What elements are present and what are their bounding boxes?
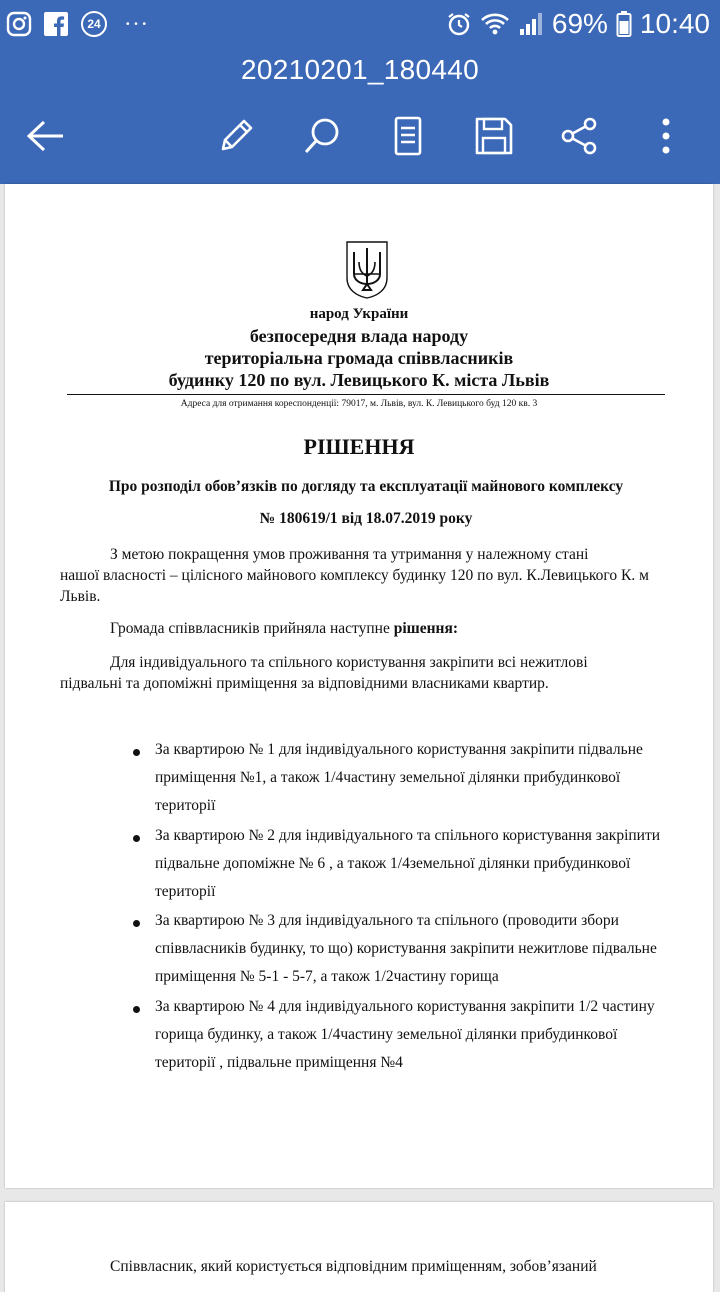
- notification-count-badge: [80, 10, 108, 38]
- save-icon: [474, 116, 514, 156]
- correspondence-address: Адреса для отримання кореспонденції: 79017, м. Львів, вул. К. Левицького буд 120 кв. 3: [180, 399, 538, 409]
- signal-icon: [518, 11, 544, 37]
- more-options-button[interactable]: [640, 110, 692, 162]
- search-button[interactable]: [296, 110, 348, 162]
- header-line-3: територіальна громада співвласників: [204, 348, 514, 368]
- list-item: За квартирою № 4 для індивідуального користування закріпити 1/2 частину горища будинку, а також 1/4частину земельної ділянки прибудинкової території , підвальне приміщення №4: [155, 998, 655, 1071]
- alarm-icon: [446, 11, 472, 37]
- header-line-1: народ України: [309, 306, 409, 322]
- page-view-button[interactable]: [382, 110, 434, 162]
- page-view-icon: [393, 116, 423, 156]
- search-icon: [301, 115, 343, 157]
- paragraph-2-text: Громада співвласників прийняла наступне: [110, 620, 394, 637]
- facebook-icon: [44, 12, 68, 36]
- list-item: За квартирою № 2 для індивідуального та спільного користування закріпити підвальне допоміжне № 6 , а також 1/4земельної ділянки прибудинкової території: [155, 827, 661, 900]
- more-vertical-icon: [660, 116, 672, 156]
- document-page-1[interactable]: [5, 184, 713, 1188]
- pencil-icon: [215, 115, 257, 157]
- document-page-2[interactable]: [5, 1202, 713, 1292]
- battery-percent: 69%: [551, 8, 608, 39]
- decision-title: РІШЕННЯ: [303, 434, 415, 459]
- coat-of-arms-icon: [345, 240, 389, 300]
- paragraph-3-rest: підвальні та допоміжні приміщення за відповідними власниками квартир.: [60, 675, 549, 692]
- paragraph-1-rest: нашої власності – цілісного майнового комплексу будинку 120 по вул. К.Левицького К. м Львів.: [60, 567, 649, 605]
- edit-button[interactable]: [210, 110, 262, 162]
- page-2-first-line: Співвласник, який користується відповідним приміщенням, зобов’язаний: [110, 1258, 597, 1275]
- paragraph-1-first-line: З метою покращення умов проживання та утримання у належному стані: [110, 546, 589, 563]
- list-bullet: [133, 1006, 140, 1013]
- notification-count: 24: [87, 17, 101, 31]
- share-icon: [559, 116, 599, 156]
- decision-number: № 180619/1 від 18.07.2019 року: [259, 510, 473, 527]
- decision-subject: Про розподіл обов’язків по догляду та експлуатації майнового комплексу: [108, 478, 624, 495]
- list-item: За квартирою № 3 для індивідуального та спільного (проводити збори співвласників будинку, то що) користування закріпити нежитлове підвальне приміщення № 5-1 - 5-7, а також 1/2частину горища: [155, 912, 657, 985]
- wifi-icon: [480, 11, 510, 37]
- back-button[interactable]: [20, 110, 72, 162]
- list-item: За квартирою № 1 для індивідуального користування закріпити підвальне приміщення №1, а також 1/4частину земельної ділянки прибудинкової території: [155, 741, 643, 814]
- instagram-icon: [6, 11, 32, 37]
- status-bar: [0, 0, 720, 48]
- list-bullet: [133, 749, 140, 756]
- list-bullet: [133, 920, 140, 927]
- paragraph-3-first-line: Для індивідуального та спільного користування закріпити всі нежитлові: [110, 654, 588, 671]
- app-bar: [0, 48, 720, 184]
- list-bullet: [133, 835, 140, 842]
- header-line-2: безпосередня влада народу: [249, 326, 469, 346]
- clock-time: 10:40: [639, 8, 710, 39]
- save-button[interactable]: [468, 110, 520, 162]
- document-title: 20210201_180440: [240, 54, 480, 85]
- back-arrow-icon: [26, 119, 66, 153]
- share-button[interactable]: [553, 110, 605, 162]
- header-line-4: будинку 120 по вул. Левицького К. міста Львів: [168, 370, 550, 390]
- paragraph-2-bold: рішення:: [393, 620, 459, 637]
- paragraph-2: [110, 618, 458, 639]
- battery-icon: [616, 10, 632, 38]
- more-notifications-indicator: • • •: [126, 18, 148, 30]
- header-divider: [67, 394, 665, 395]
